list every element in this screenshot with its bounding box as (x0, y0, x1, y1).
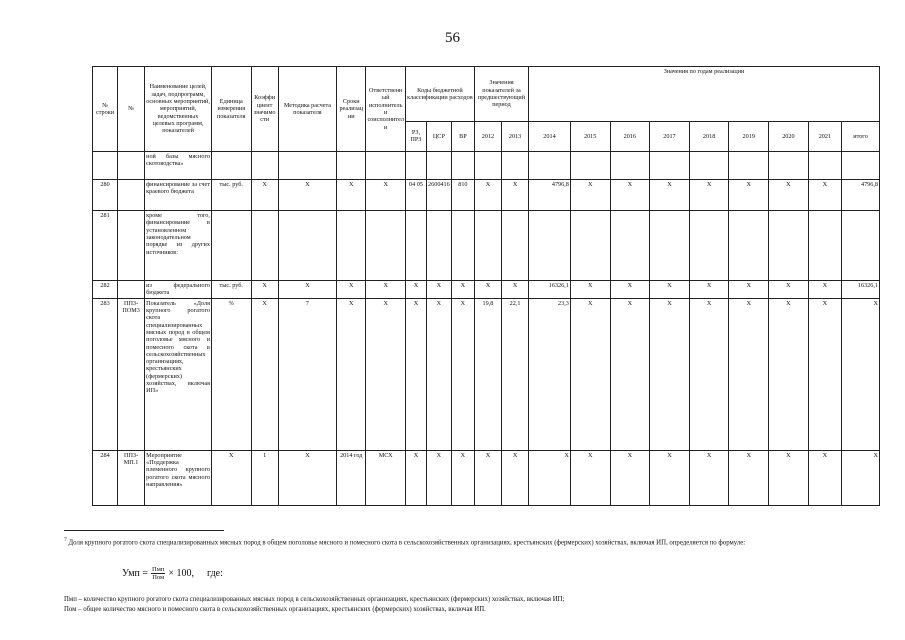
header-term: Сроки реализации (337, 67, 366, 152)
cell-num (93, 152, 118, 180)
cell-csr: 2600416 (426, 180, 451, 211)
cell-total: 16326,1 (842, 281, 880, 299)
cell-y2012 (474, 211, 501, 281)
cell-coef: 1 (251, 450, 278, 505)
cell-code: ПП3-МП.1 (118, 450, 145, 505)
cell-y2013: X (501, 180, 528, 211)
cell-y2020: X (769, 450, 809, 505)
header-total: итого (842, 121, 880, 151)
cell-unit: X (211, 450, 251, 505)
cell-y2019: X (729, 281, 769, 299)
cell-unit: тыс. руб. (211, 281, 251, 299)
footnote-text (64, 537, 884, 548)
formula-fraction (151, 566, 165, 581)
cell-y2020: X (769, 180, 809, 211)
cell-resp (366, 211, 406, 281)
header-2016: 2016 (610, 121, 650, 151)
header-years: Значения по годам реализации (529, 67, 880, 122)
cell-total: X (842, 450, 880, 505)
cell-method (278, 211, 336, 281)
cell-y2019 (729, 211, 769, 281)
cell-y2017: X (650, 180, 690, 211)
cell-num: 283 (93, 298, 118, 450)
header-method: Методика расчета показателя (278, 67, 336, 152)
header-2012: 2012 (474, 121, 501, 151)
cell-total (842, 152, 880, 180)
footnote-body: Доля крупного рогатого скота специализированных мясных пород в общем поголовье мясного и помесного скота в сельскохозяйственных организациях, крестьянских (фермерских) хозяйствах, включая ИП, определяется по формуле: (68, 539, 746, 547)
cell-y2017: X (650, 450, 690, 505)
cell-csr (426, 152, 451, 180)
cell-y2012: X (474, 450, 501, 505)
header-2013: 2013 (501, 121, 528, 151)
cell-y2016: X (610, 298, 650, 450)
cell-y2015 (570, 211, 610, 281)
cell-coef: X (251, 281, 278, 299)
cell-vr (451, 211, 474, 281)
cell-resp (366, 152, 406, 180)
page-number: 56 (445, 30, 460, 46)
cell-term: 2014 год (337, 450, 366, 505)
cell-y2020 (769, 152, 809, 180)
header-2020: 2020 (769, 121, 809, 151)
cell-y2015: X (570, 450, 610, 505)
cell-name: Мероприятие «Поддержка племенного крупного рогатого скота мясного направления» (145, 450, 212, 505)
cell-y2021 (808, 152, 841, 180)
cell-y2019: X (729, 298, 769, 450)
cell-resp: X (366, 281, 406, 299)
formula-numerator: Пмп (152, 566, 165, 573)
cell-term: X (337, 298, 366, 450)
formula-lhs: Умп = (122, 568, 149, 579)
cell-name: Показатель «Доля крупного рогатого скота специализированных мясных пород в общем поголовье мясного и помесного скота в сельскохозяйственных организациях, крестьянских (фермерских) хозяйствах, включая ИП» (145, 298, 212, 450)
cell-y2014 (529, 152, 571, 180)
cell-name: финансирование за счет краевого бюджета (145, 180, 212, 211)
cell-rz: X (406, 298, 427, 450)
cell-y2015: X (570, 281, 610, 299)
header-2014: 2014 (529, 121, 571, 151)
cell-y2021: X (808, 298, 841, 450)
cell-resp: X (366, 298, 406, 450)
cell-y2017 (650, 211, 690, 281)
cell-y2017: X (650, 298, 690, 450)
cell-rz (406, 211, 427, 281)
cell-resp: X (366, 180, 406, 211)
header-rz: РЗ, ПРЗ (406, 121, 427, 151)
cell-method: X (278, 450, 336, 505)
formula-where: где: (206, 568, 223, 579)
header-2019: 2019 (729, 121, 769, 151)
cell-total: 4796,8 (842, 180, 880, 211)
cell-y2018: X (689, 281, 729, 299)
cell-unit (211, 152, 251, 180)
cell-vr (451, 152, 474, 180)
cell-code: ПП3-ПОМ3 (118, 298, 145, 450)
cell-method: 7 (278, 298, 336, 450)
header-2021: 2021 (808, 121, 841, 151)
table-row (93, 211, 880, 281)
table-row (93, 281, 880, 299)
cell-vr: X (451, 281, 474, 299)
program-table (92, 66, 880, 506)
cell-y2015: X (570, 298, 610, 450)
header-code: № (118, 67, 145, 152)
cell-y2021: X (808, 180, 841, 211)
cell-y2021 (808, 211, 841, 281)
cell-total: X (842, 298, 880, 450)
cell-name: из федерального бюджета (146, 282, 210, 297)
cell-y2020: X (769, 281, 809, 299)
cell-y2014: X (529, 450, 571, 505)
formula-denominator: Пом (152, 574, 165, 581)
cell-unit (211, 211, 251, 281)
formula-rhs: × 100, (168, 568, 194, 579)
header-budget-codes: Коды бюджетной классификации расходов (406, 67, 475, 122)
cell-y2012: 19,8 (474, 298, 501, 450)
cell-coef (251, 152, 278, 180)
cell-coef: X (251, 180, 278, 211)
cell-name: кроме того, финансирование в установленном законодательном порядке из других источников: (145, 211, 212, 281)
cell-y2016 (610, 152, 650, 180)
cell-method: X (278, 180, 336, 211)
cell-y2013: X (501, 281, 528, 299)
cell-y2014: 23,3 (529, 298, 571, 450)
cell-vr: X (451, 450, 474, 505)
cell-term: X (337, 281, 366, 299)
cell-num: 280 (93, 180, 118, 211)
cell-vr: 810 (451, 180, 474, 211)
header-2017: 2017 (650, 121, 690, 151)
cell-y2017 (650, 152, 690, 180)
cell-term (337, 152, 366, 180)
header-responsible: Ответственный исполнитель и соисполнители (366, 67, 406, 152)
formula (122, 566, 223, 581)
cell-y2018 (689, 211, 729, 281)
cell-y2018: X (689, 298, 729, 450)
cell-rz (406, 152, 427, 180)
header-previous-period: Значения показателей за предшествующий период (474, 67, 528, 122)
cell-y2019: X (729, 450, 769, 505)
cell-y2012: X (474, 281, 501, 299)
table-body (93, 152, 880, 506)
cell-rz: X (406, 281, 427, 299)
cell-name: ной базы мясного скотоводства» (145, 152, 212, 180)
cell-y2014: 16326,1 (529, 281, 571, 299)
header-row-top (93, 67, 880, 122)
header-unit: Единица измерения показателя (211, 67, 251, 152)
cell-coef (251, 211, 278, 281)
header-csr: ЦСР (426, 121, 451, 151)
cell-num: 282 (93, 281, 118, 299)
table-row (93, 180, 880, 211)
cell-term (337, 211, 366, 281)
cell-y2016: X (610, 180, 650, 211)
cell-resp: МСХ (366, 450, 406, 505)
cell-y2021: X (808, 281, 841, 299)
cell-y2018: X (689, 180, 729, 211)
cell-code (118, 281, 145, 299)
cell-y2018 (689, 152, 729, 180)
cell-y2013 (501, 152, 528, 180)
cell-y2016 (610, 211, 650, 281)
cell-y2013: X (501, 450, 528, 505)
cell-y2014 (529, 211, 571, 281)
cell-num: 284 (93, 450, 118, 505)
header-name: Наименование целей, задач, подпрограмм, основных мероприятий, мероприятий, ведомственных целевых программ, показателей (145, 67, 212, 152)
cell-num: 281 (93, 211, 118, 281)
cell-unit: тыс. руб. (211, 180, 251, 211)
cell-method: X (278, 281, 336, 299)
cell-rz: X (406, 450, 427, 505)
cell-y2012: X (474, 180, 501, 211)
cell-y2020 (769, 211, 809, 281)
cell-csr (426, 211, 451, 281)
cell-y2018: X (689, 450, 729, 505)
cell-code (118, 180, 145, 211)
footnote-divider (64, 530, 224, 531)
cell-y2021: X (808, 450, 841, 505)
cell-y2015 (570, 152, 610, 180)
cell-csr: X (426, 281, 451, 299)
cell-coef: X (251, 298, 278, 450)
cell-code (118, 152, 145, 180)
header-2015: 2015 (570, 121, 610, 151)
cell-total (842, 211, 880, 281)
cell-vr: X (451, 298, 474, 450)
definition-pom: Пом – общее количество мясного и помесного скота в сельскохозяйственных организациях, крестьянских (фермерских) хозяйствах, включая ИП. (64, 606, 486, 613)
header-row-number: № строки (93, 67, 118, 152)
cell-y2019: X (729, 180, 769, 211)
cell-y2016: X (610, 450, 650, 505)
cell-y2013: 22,1 (501, 298, 528, 450)
cell-y2019 (729, 152, 769, 180)
cell-code (118, 211, 145, 281)
header-coefficient: Коэффициент значимости (251, 67, 278, 152)
header-2018: 2018 (689, 121, 729, 151)
cell-y2020: X (769, 298, 809, 450)
cell-rz: 04 05 (406, 180, 427, 211)
table-row (93, 450, 880, 505)
cell-csr: X (426, 298, 451, 450)
table-row (93, 298, 880, 450)
cell-term: X (337, 180, 366, 211)
table-row (93, 152, 880, 180)
definition-pmp: Пмп – количество крупного рогатого скота специализированных мясных пород в сельскохозяйственных организациях, крестьянских (фермерских) хозяйствах, включая ИП; (64, 596, 565, 603)
footnote-marker: 7 (64, 537, 67, 543)
cell-y2016: X (610, 281, 650, 299)
cell-unit: % (211, 298, 251, 450)
cell-y2012 (474, 152, 501, 180)
cell-y2017: X (650, 281, 690, 299)
cell-csr: X (426, 450, 451, 505)
cell-method (278, 152, 336, 180)
cell-y2015: X (570, 180, 610, 211)
cell-y2014: 4796,8 (529, 180, 571, 211)
header-vr: ВР (451, 121, 474, 151)
cell-y2013 (501, 211, 528, 281)
